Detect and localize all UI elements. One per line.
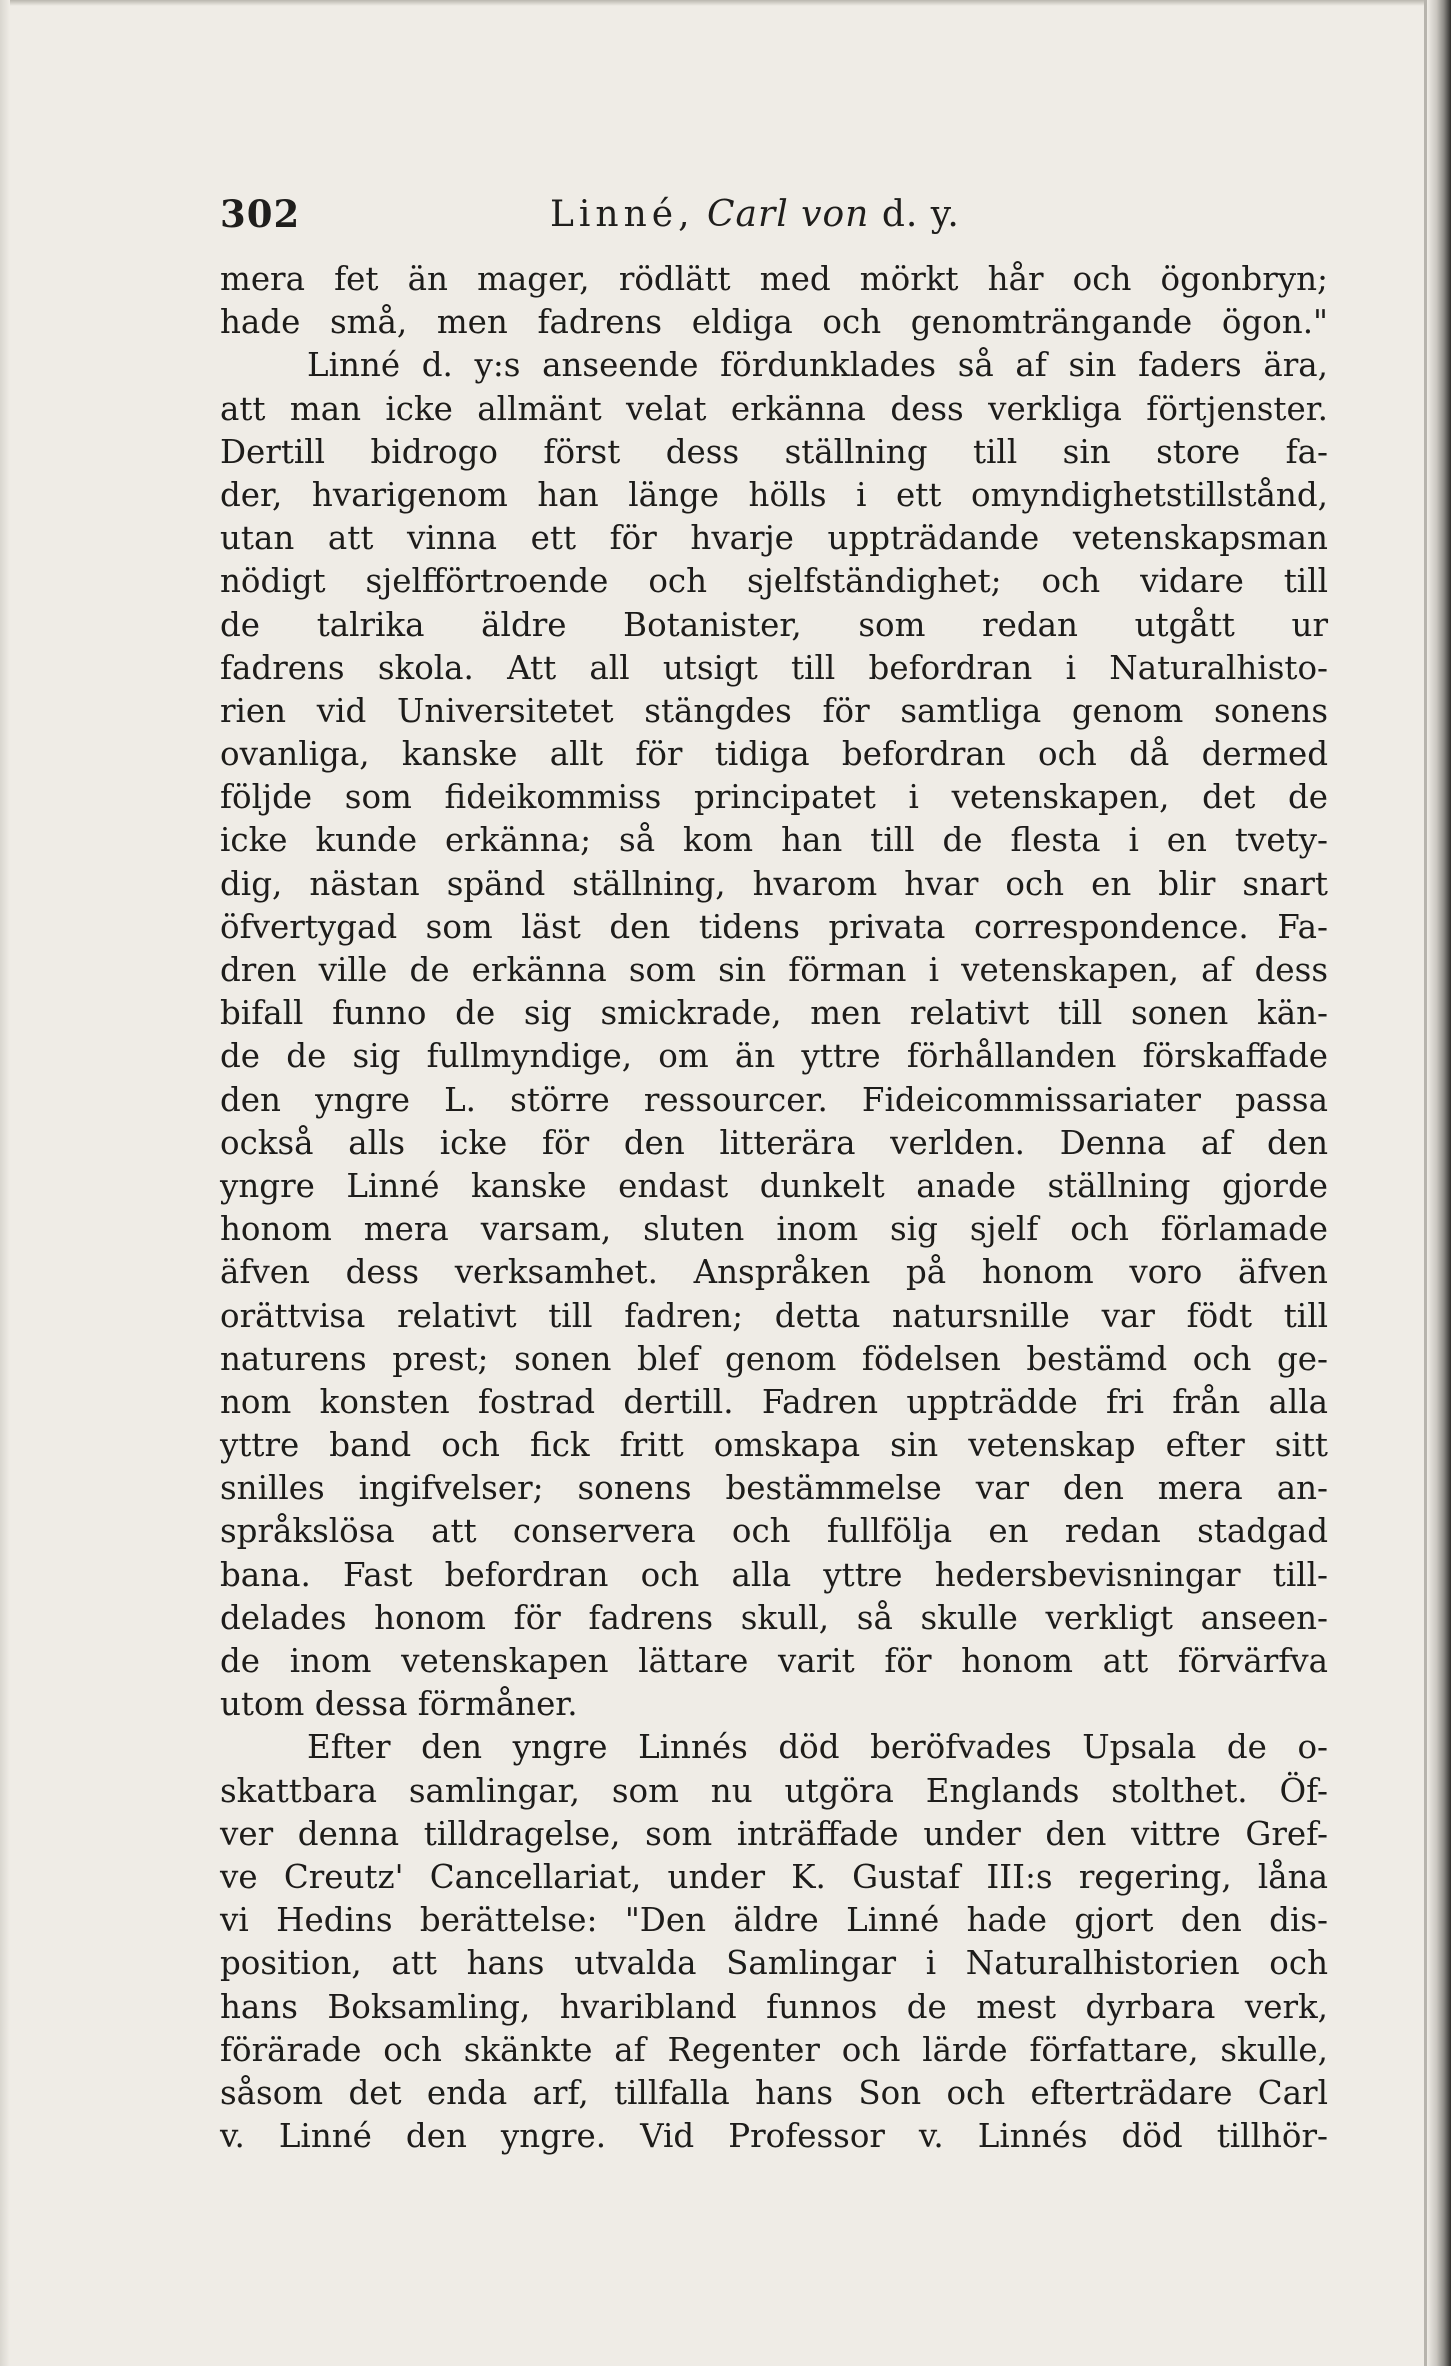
text-line: de inom vetenskapen lättare varit för honom att förvärfva — [220, 1642, 1328, 1680]
text-line: öfvertygad som läst den tidens privata correspondence. Fa- — [220, 907, 1328, 946]
text-line: språkslösa att conservera och fullfölja en redan stadgad — [220, 1512, 1328, 1551]
text-line: naturens prest; sonen blef genom födelsen bestämd och ge- — [220, 1339, 1328, 1378]
text-line: yngre Linné kanske endast dunkelt anade ställning gjorde — [220, 1166, 1328, 1205]
text-line: den yngre L. större ressourcer. Fideicommissariater passa — [220, 1080, 1328, 1119]
page-number: 302 — [220, 192, 301, 236]
text-line: Efter den yngre Linnés död beröfvades Upsala de o- — [307, 1728, 1328, 1767]
text-line: honom mera varsam, sluten inom sig sjelf och förlamade — [220, 1210, 1328, 1249]
text-line: nödigt sjelfförtroende och sjelfständighet; och vidare till — [220, 562, 1328, 601]
text-line: dren ville de erkänna som sin förman i vetenskapen, af dess — [220, 951, 1328, 989]
text-line: ver denna tilldragelse, som inträffade under den vittre Gref- — [220, 1814, 1328, 1853]
text-line: icke kunde erkänna; så kom han till de flesta i en tvety- — [220, 821, 1328, 860]
text-line: Dertill bidrogo först dess ställning till sin store fa- — [220, 432, 1328, 471]
running-head-given-name: Carl von — [707, 194, 870, 235]
running-head-name: Linné, — [550, 194, 695, 235]
text-line: vi Hedins berättelse: "Den äldre Linné hade gjort den dis- — [220, 1901, 1328, 1940]
text-line: snilles ingifvelser; sonens bestämmelse var den mera an- — [220, 1469, 1328, 1508]
page-binding-edge — [1427, 0, 1451, 2366]
text-line: förärade och skänkte af Regenter och lärde författare, skulle, — [220, 2030, 1328, 2069]
text-line: nom konsten fostrad dertill. Fadren uppträdde fri från alla — [220, 1382, 1328, 1421]
text-line: yttre band och fick fritt omskapa sin vetenskap efter sitt — [220, 1426, 1328, 1465]
running-head-suffix: d. y. — [881, 194, 960, 235]
text-line: äfven dess verksamhet. Anspråken på honom voro äfven — [220, 1253, 1328, 1292]
text-line: ovanliga, kanske allt för tidiga befordran och då dermed — [220, 735, 1328, 774]
text-line: ve Creutz' Cancellariat, under K. Gustaf III:s regering, låna — [220, 1857, 1328, 1896]
text-line: hade små, men fadrens eldiga och genomträngande ögon." — [220, 303, 1328, 342]
text-line: Linné d. y:s anseende fördunklades så af sin faders ära, — [307, 346, 1328, 385]
text-line: delades honom för fadrens skull, så skulle verkligt anseen- — [220, 1598, 1328, 1637]
text-line: att man icke allmänt velat erkänna dess verkliga förtjenster. — [220, 389, 1328, 428]
text-line: de de sig fullmyndige, om än yttre förhållanden förskaffade — [220, 1037, 1328, 1076]
running-head — [550, 194, 960, 235]
text-line: skattbara samlingar, som nu utgöra Englands stolthet. Öf- — [220, 1771, 1328, 1810]
text-line: hans Boksamling, hvaribland funnos de mest dyrbara verk, — [220, 1987, 1328, 2026]
text-line: utan att vinna ett för hvarje uppträdande vetenskapsman — [220, 519, 1328, 558]
text-line: mera fet än mager, rödlätt med mörkt hår och ögonbryn; — [220, 260, 1328, 298]
text-line: v. Linné den yngre. Vid Professor v. Linnés död tillhör- — [220, 2117, 1328, 2156]
page-left-shade — [0, 0, 10, 2366]
text-line: bana. Fast befordran och alla yttre hedersbevisningar till- — [220, 1555, 1328, 1594]
text-line: de talrika äldre Botanister, som redan utgått ur — [220, 605, 1328, 644]
body-text — [220, 258, 1328, 2158]
page-top-edge — [0, 0, 1451, 6]
text-line: der, hvarigenom han länge hölls i ett omyndighetstillstånd, — [220, 475, 1328, 514]
text-line: dig, nästan spänd ställning, hvarom hvar och en blir snart — [220, 864, 1328, 903]
page-header — [220, 188, 1328, 248]
text-line: fadrens skola. Att all utsigt till befordran i Naturalhisto- — [220, 648, 1328, 687]
text-line: rien vid Universitetet stängdes för samtliga genom sonens — [220, 691, 1328, 730]
text-line: position, att hans utvalda Samlingar i Naturalhistorien och — [220, 1944, 1328, 1983]
text-line: såsom det enda arf, tillfalla hans Son och efterträdare Carl — [220, 2073, 1328, 2112]
text-line: följde som fideikommiss principatet i vetenskapen, det de — [220, 778, 1328, 817]
text-line: också alls icke för den litterära verlden. Denna af den — [220, 1123, 1328, 1162]
text-line: bifall funno de sig smickrade, men relativt till sonen kän- — [220, 994, 1328, 1033]
text-line: orättvisa relativt till fadren; detta natursnille var födt till — [220, 1296, 1328, 1335]
text-line: utom dessa förmåner. — [220, 1685, 578, 1724]
